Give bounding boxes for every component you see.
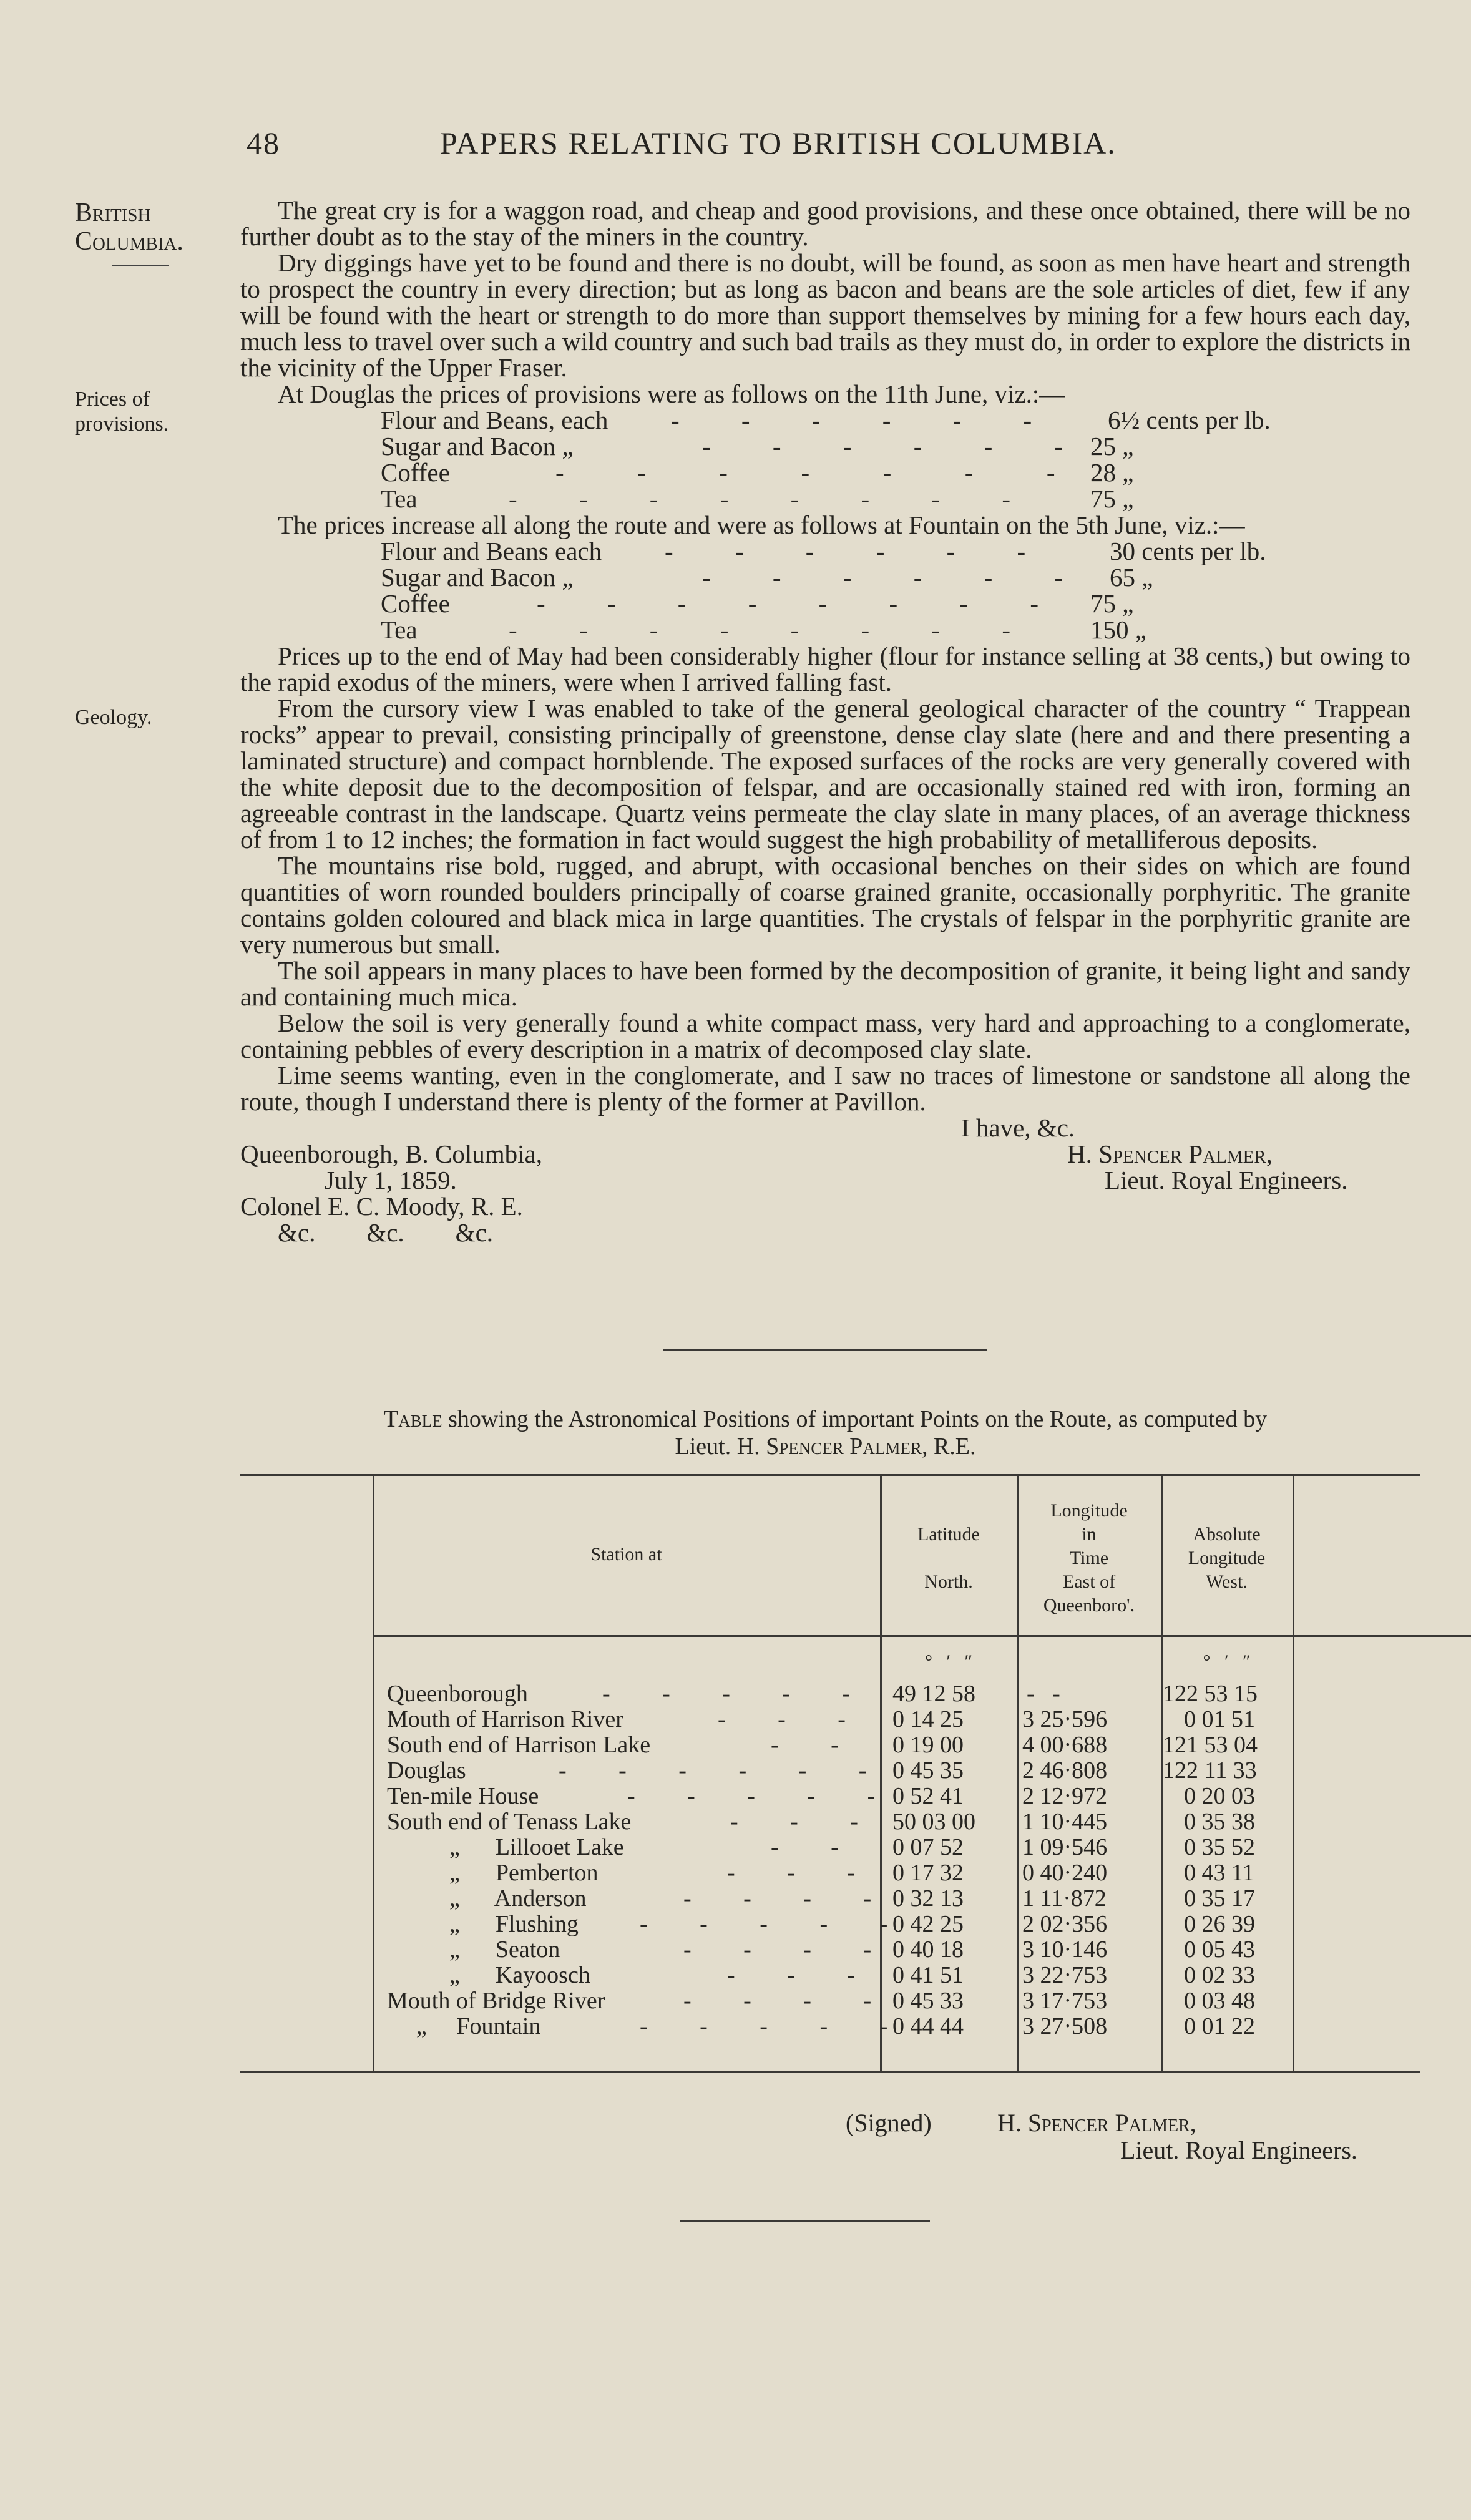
station-cell: „ Pemberton [449, 1860, 599, 1886]
price-value: 150 „ [1090, 615, 1146, 644]
paragraph: At Douglas the prices of provisions were as follows on the 11th June, viz.:— [278, 379, 1065, 408]
table-row [240, 1834, 1420, 1859]
table-row [240, 1936, 1420, 1961]
table-row [240, 1961, 1420, 1987]
signatory-rank: Lieut. Royal Engineers. [1105, 1166, 1348, 1194]
price-item: Tea [381, 484, 418, 513]
station-cell: „ Anderson [449, 1885, 587, 1912]
leader-dashes: - - - - - [640, 2013, 892, 2039]
leader-dashes: - - - [727, 1860, 859, 1886]
longitude-time-cell: 4 00·688 [1022, 1732, 1108, 1758]
latitude-cell: 0 44 44 [892, 2013, 964, 2039]
caption-text: showing the Astronomical Positions of important Points on the Route, as computed by [448, 1406, 1268, 1432]
price-value: 65 „ [1110, 563, 1153, 592]
signed-rank: Lieut. Royal Engineers. [1120, 2136, 1357, 2164]
price-row [240, 590, 1410, 617]
longitude-time-cell: 2 46·808 [1022, 1757, 1108, 1784]
price-row [240, 538, 1410, 564]
table-row [240, 1859, 1420, 1885]
longitude-time-cell: 0 40·240 [1022, 1860, 1108, 1886]
absolute-longitude-cell: 0 26 39 [1184, 1911, 1255, 1937]
leader-dashes: - - - - - - - - [509, 486, 1015, 512]
latitude-cell: 50 03 00 [892, 1809, 975, 1835]
longitude-time-cell: 2 12·972 [1022, 1783, 1108, 1809]
station-cell: „ Kayoosch [449, 1962, 590, 1988]
price-value: 28 „ [1090, 458, 1134, 487]
price-row [240, 564, 1410, 590]
absolute-longitude-cell: 0 01 51 [1184, 1706, 1255, 1732]
leader-dashes: - - - - - - - - [537, 590, 1043, 617]
latitude-cell: 0 42 25 [892, 1911, 964, 1937]
station-cell: Ten-mile House [387, 1783, 539, 1809]
table-row [240, 1757, 1420, 1782]
header-longitude-time: Longitude in Time East of Queenboro'. [1043, 1500, 1135, 1616]
signed-name: H. Spencer Palmer, [997, 2109, 1196, 2137]
latitude-cell: 0 45 35 [892, 1757, 964, 1784]
latitude-cell: 0 07 52 [892, 1834, 964, 1860]
sign-place: Queenborough, B. Columbia, [240, 1140, 542, 1168]
latitude-cell: 0 17 32 [892, 1860, 964, 1886]
price-row [240, 617, 1410, 643]
douglas-price-list [240, 407, 1410, 512]
latitude-cell: 0 45 33 [892, 1988, 964, 2014]
astronomical-positions-table [240, 1474, 1420, 2073]
leader-dashes: - - [771, 1834, 843, 1860]
section-divider [663, 1349, 987, 1351]
price-item: Flour and Beans, each [381, 406, 608, 434]
absolute-longitude-cell: 0 43 11 [1184, 1860, 1254, 1886]
longitude-time-cell: 3 22·753 [1022, 1962, 1108, 1988]
longitude-time-cell: 3 17·753 [1022, 1988, 1108, 2014]
page-header [240, 125, 1239, 175]
latitude-cell: 0 41 51 [892, 1962, 964, 1988]
margin-geology-note: Geology. [75, 706, 152, 729]
caption-line2-post: , R.E. [921, 1433, 976, 1460]
page-number: 48 [247, 125, 280, 160]
table-caption [240, 1405, 1410, 1460]
price-item: Coffee [381, 589, 450, 618]
price-item: Flour and Beans each [381, 537, 602, 565]
leader-dashes: - - - - [683, 1885, 876, 1912]
station-cell: South end of Harrison Lake [387, 1732, 651, 1758]
signoff-block [240, 1115, 1410, 1246]
sign-date: July 1, 1859. [325, 1166, 457, 1194]
absolute-longitude-cell: 122 11 33 [1163, 1757, 1257, 1784]
table-header-rule [373, 1635, 1471, 1637]
caption-name: Spencer Palmer [766, 1433, 922, 1460]
header-absolute-longitude: Absolute Longitude West. [1188, 1524, 1266, 1592]
price-item: Sugar and Bacon „ [381, 432, 574, 461]
leader-dashes: - - - [727, 1962, 859, 1988]
absolute-longitude-cell: 0 35 52 [1184, 1834, 1255, 1860]
margin-prices-note: Prices of provisions. [75, 388, 169, 436]
longitude-time-cell: 2 02·356 [1022, 1911, 1108, 1937]
leader-dashes: - - - - - - - - [509, 617, 1015, 643]
paragraph: The mountains rise bold, rugged, and abrupt, with occasional benches on their sides on which are found quantities of worn rounded boulders principally of coarse grained granite, occasionally porphyritic. The granite contains golden coloured and black mica in large quantities. The crystals of felspar in the porphyritic granite are very numerous but small. [240, 851, 1410, 959]
price-value: 75 „ [1090, 484, 1134, 513]
longitude-time-cell: 1 10·445 [1022, 1809, 1108, 1835]
signed-label: (Signed) [846, 2109, 932, 2137]
leader-dashes: - - - - [683, 1936, 876, 1963]
caption-line2-pre: Lieut. H. [675, 1433, 760, 1460]
abs-unit-marks: ° ′ ″ [1203, 1651, 1251, 1672]
longitude-time-cell: 1 09·546 [1022, 1834, 1108, 1860]
header-station: Station at [590, 1544, 662, 1565]
leader-dashes: - - - - [683, 1988, 876, 2014]
lat-unit-marks: ° ′ ″ [924, 1651, 973, 1672]
leader-dashes: - - - [718, 1706, 849, 1732]
paragraph: Prices up to the end of May had been considerably higher (flour for instance selling at 38 cents,) but owing to the rapid exodus of the miners, were when I arrived falling fast. [240, 642, 1410, 696]
price-value: 30 cents per lb. [1110, 537, 1266, 565]
longitude-time-cell: 3 27·508 [1022, 2013, 1108, 2039]
station-cell: Mouth of Harrison River [387, 1706, 623, 1732]
table-row [240, 1885, 1420, 1910]
absolute-longitude-cell: 121 53 04 [1163, 1732, 1258, 1758]
leader-dashes: - - [771, 1732, 843, 1758]
price-row [240, 486, 1410, 512]
caption-word: Table [383, 1406, 442, 1432]
paragraph: From the cursory view I was enabled to take of the general geological character of the country “ Trappean rocks” appear to prevail, consisting principally of greenstone, dense clay slate (here and and there presenting a laminated structure) and compact hornblende. The exposed surfaces of the rocks are very generally covered with the white deposit due to the decomposition of felspar, and are occasionally stained red with iron, forming an agreeable contrast in the landscape. Quartz veins permeate the clay slate in many places, of an average thickness of from 1 to 12 inches; the formation in fact would suggest the high probability of metalliferous deposits. [240, 694, 1410, 854]
absolute-longitude-cell: 0 35 17 [1184, 1885, 1255, 1912]
latitude-cell: 49 12 58 [892, 1681, 975, 1707]
station-cell: „ Seaton [449, 1936, 560, 1963]
price-item: Coffee [381, 458, 450, 487]
leader-dashes: - - - - - - - [555, 459, 1060, 486]
leader-dashes: - - - [730, 1809, 862, 1835]
absolute-longitude-cell: 0 03 48 [1184, 1988, 1255, 2014]
table-row [240, 2013, 1420, 2038]
station-cell: Mouth of Bridge River [387, 1988, 605, 2014]
leader-dashes: - - - - - [602, 1681, 854, 1707]
table-row [240, 1680, 1420, 1706]
table-row [240, 1731, 1420, 1757]
leader-dashes: - - - - - - [559, 1757, 871, 1784]
leader-dashes: - - - - - - [665, 538, 1031, 564]
price-row [240, 433, 1410, 459]
station-cell: „ Lillooet Lake [449, 1834, 624, 1860]
leader-dashes: - - - - - [640, 1911, 892, 1937]
paragraph: The prices increase all along the route and were as follows at Fountain on the 5th June, viz.:— [278, 510, 1245, 539]
table-top-rule [240, 1474, 1420, 1476]
end-divider [680, 2220, 930, 2222]
margin-section-label: British Columbia. [75, 198, 183, 256]
latitude-cell: 0 40 18 [892, 1936, 964, 1963]
absolute-longitude-cell: 122 53 15 [1163, 1681, 1258, 1707]
page-title: PAPERS RELATING TO BRITISH COLUMBIA. [440, 125, 1117, 160]
station-cell: „ Flushing [449, 1911, 579, 1937]
table-row [240, 1808, 1420, 1834]
absolute-longitude-cell: 0 01 22 [1184, 2013, 1255, 2039]
price-value: 25 „ [1090, 432, 1134, 461]
absolute-longitude-cell: 0 05 43 [1184, 1936, 1255, 1963]
longitude-time-cell: 3 25·596 [1022, 1706, 1108, 1732]
latitude-cell: 0 32 13 [892, 1885, 964, 1912]
absolute-longitude-cell: 0 35 38 [1184, 1809, 1255, 1835]
paragraph: The great cry is for a waggon road, and cheap and good provisions, and these once obtained, there will be no further doubt as to the stay of the miners in the country. [240, 196, 1410, 251]
closing: I have, &c. [961, 1113, 1075, 1142]
price-item: Sugar and Bacon „ [381, 563, 574, 592]
fountain-price-list [240, 538, 1410, 643]
station-cell: South end of Tenass Lake [387, 1809, 632, 1835]
leader-dashes: - - - - - - [702, 433, 1068, 459]
table-row [240, 1987, 1420, 2013]
station-cell: Queenborough [387, 1681, 528, 1707]
table-row [240, 1910, 1420, 1936]
latitude-cell: 0 52 41 [892, 1783, 964, 1809]
price-value: 6½ cents per lb. [1108, 406, 1271, 434]
table-row [240, 1706, 1420, 1731]
paragraph: Lime seems wanting, even in the conglomerate, and I saw no traces of limestone or sandstone all along the route, though I understand there is plenty of the former at Pavillon. [240, 1061, 1410, 1116]
letter-body [240, 197, 1410, 1246]
longitude-time-cell: 3 10·146 [1022, 1936, 1108, 1963]
header-latitude: Latitude North. [917, 1524, 980, 1592]
longitude-time-cell: - - [1027, 1681, 1060, 1707]
absolute-longitude-cell: 0 20 03 [1184, 1783, 1255, 1809]
addressee: Colonel E. C. Moody, R. E. [240, 1192, 523, 1221]
leader-dashes: - - - - - - [702, 564, 1068, 590]
longitude-time-cell: 1 11·872 [1022, 1885, 1107, 1912]
price-item: Tea [381, 615, 418, 644]
price-row [240, 407, 1410, 433]
station-cell: „ Fountain [416, 2013, 541, 2039]
margin-section-note [75, 198, 250, 266]
leader-dashes: - - - - - [627, 1783, 879, 1809]
paragraph: The soil appears in many places to have been formed by the decomposition of granite, it being light and sandy and containing much mica. [240, 956, 1410, 1011]
etc-line: &c. &c. &c. [278, 1218, 494, 1247]
paragraph: Dry diggings have yet to be found and there is no doubt, will be found, as soon as men have heart and strength to prospect the country in every direction; but as long as bacon and beans are the sole articles of diet, few if any will be found with the heart or strength to do more than support themselves by mining for a few hours each day, much less to travel over such a wild country and such bad trails as they must do, in order to explore the districts in the vicinity of the Upper Fraser. [240, 248, 1410, 382]
table-row [240, 1782, 1420, 1808]
latitude-cell: 0 19 00 [892, 1732, 964, 1758]
margin-divider [112, 265, 169, 266]
price-row [240, 459, 1410, 486]
price-value: 75 „ [1090, 589, 1134, 618]
paragraph: Below the soil is very generally found a white compact mass, very hard and approaching to a conglomerate, containing pebbles of every description in a matrix of decomposed clay slate. [240, 1008, 1410, 1063]
leader-dashes: - - - - - - [671, 407, 1037, 433]
latitude-cell: 0 14 25 [892, 1706, 964, 1732]
signatory-name: H. Spencer Palmer, [1067, 1140, 1273, 1168]
table-bottom-rule [240, 2071, 1420, 2073]
absolute-longitude-cell: 0 02 33 [1184, 1962, 1255, 1988]
station-cell: Douglas [387, 1757, 466, 1784]
